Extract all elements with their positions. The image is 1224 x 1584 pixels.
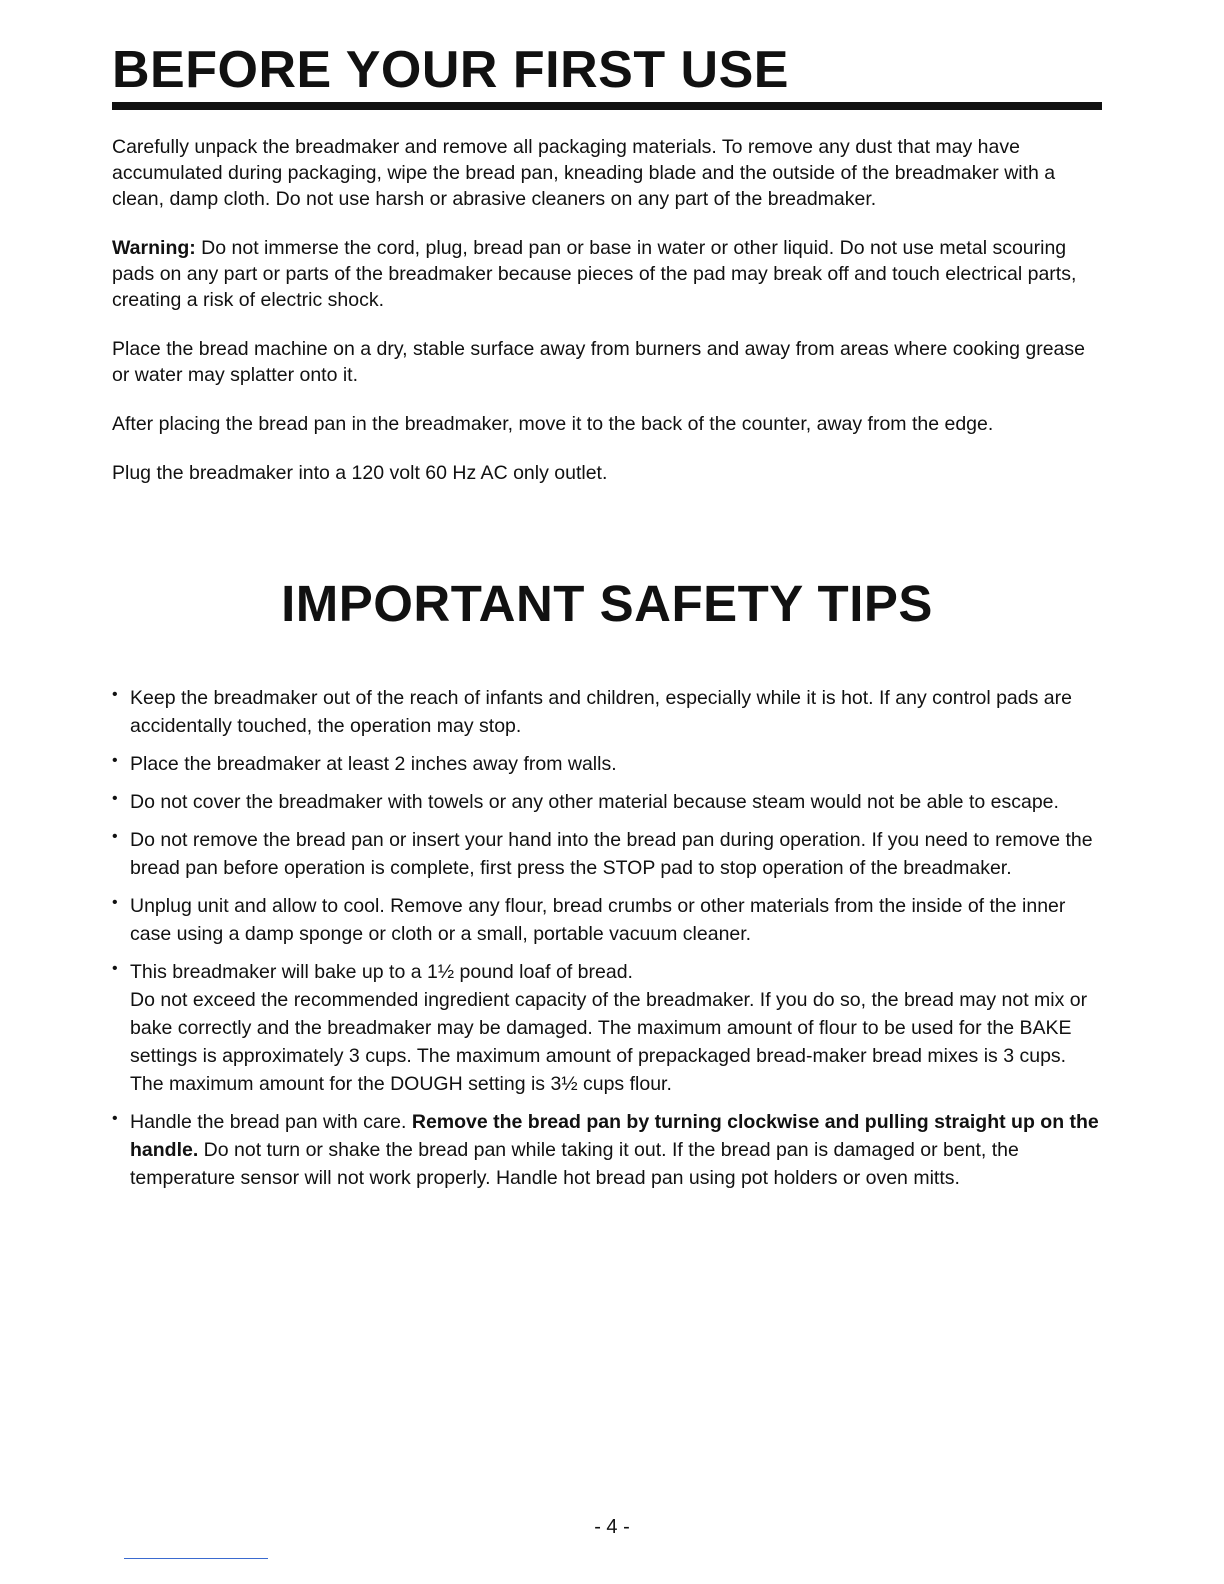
handling-bold: Remove the bread pan by turning clockwise and pulling straight up on the handle.	[130, 1111, 1099, 1161]
list-item	[112, 750, 1102, 778]
outlet-paragraph: Plug the breadmaker into a 120 volt 60 Hz AC only outlet.	[112, 462, 608, 484]
tip-text: Place the breadmaker at least 2 inches away from walls.	[130, 753, 617, 775]
bullet-icon: •	[112, 960, 118, 977]
before-first-use-heading: BEFORE YOUR FIRST USE	[112, 41, 789, 99]
warning-paragraph	[112, 235, 1102, 313]
bullet-icon: •	[112, 894, 118, 911]
list-item	[112, 892, 1102, 948]
footer-line	[124, 1558, 268, 1559]
placement-paragraph: Place the bread machine on a dry, stable surface away from burners and away from areas where cooking grease or water may splatter onto it.	[112, 338, 1085, 386]
unpack-paragraph: Carefully unpack the breadmaker and remove all packaging materials. To remove any dust that may have accumulated during packaging, wipe the bread pan, kneading blade and the outside of the breadmaker with a clean, damp cloth. Do not use harsh or abrasive cleaners on any part of the breadmaker.	[112, 136, 1056, 210]
safety-tips-list	[112, 684, 1102, 1192]
list-item	[112, 958, 1102, 1098]
heading-rule	[112, 102, 1102, 110]
tip-text: Do not remove the bread pan or insert your hand into the bread pan during operation. If you need to remove the bread pan before operation is complete, first press the STOP pad to stop operation of the breadmaker.	[130, 829, 1093, 879]
tip-text: Do not cover the breadmaker with towels or any other material because steam would not be able to escape.	[130, 791, 1059, 813]
handling-start: Handle the bread pan with care.	[130, 1111, 412, 1133]
capacity-details: Do not exceed the recommended ingredient capacity of the breadmaker. If you do so, the bread may not mix or bake correctly and the breadmaker may be damaged. The maximum amount of flour to be used for the BAKE settings is approximately 3 cups. The maximum amount of prepackaged bread-maker bread mixes is 3 cups. The maximum amount for the DOUGH setting is 3½ cups flour.	[130, 989, 1088, 1095]
warning-label: Warning:	[112, 237, 196, 259]
warning-text: Do not immerse the cord, plug, bread pan or base in water or other liquid. Do not use metal scouring pads on any part or parts of the breadmaker because pieces of the pad may break off and touch electrical parts, creating a risk of electric shock.	[112, 237, 1077, 311]
bullet-icon: •	[112, 1110, 118, 1127]
list-item	[112, 826, 1102, 882]
safety-tips-heading: IMPORTANT SAFETY TIPS	[281, 575, 933, 632]
tip-text: Unplug unit and allow to cool. Remove any flour, bread crumbs or other materials from the inside of the inner case using a damp sponge or cloth or a small, portable vacuum cleaner.	[130, 895, 1066, 945]
handling-end: Do not turn or shake the bread pan while taking it out. If the bread pan is damaged or bent, the temperature sensor will not work properly. Handle hot bread pan using pot holders or oven mitts.	[130, 1139, 1019, 1189]
bullet-icon: •	[112, 828, 118, 845]
bullet-icon: •	[112, 752, 118, 769]
tip-text: Keep the breadmaker out of the reach of infants and children, especially while it is hot. If any control pads are accidentally touched, the operation may stop.	[130, 687, 1072, 737]
list-item	[112, 684, 1102, 740]
list-item	[112, 788, 1102, 816]
bullet-icon: •	[112, 790, 118, 807]
page-number: - 4 -	[594, 1516, 630, 1538]
document-page	[112, 40, 1102, 1202]
bullet-icon: •	[112, 686, 118, 703]
capacity-intro: This breadmaker will bake up to a 1½ pound loaf of bread.	[130, 961, 633, 983]
list-item	[112, 1108, 1102, 1192]
counter-paragraph: After placing the bread pan in the breadmaker, move it to the back of the counter, away from the edge.	[112, 413, 994, 435]
